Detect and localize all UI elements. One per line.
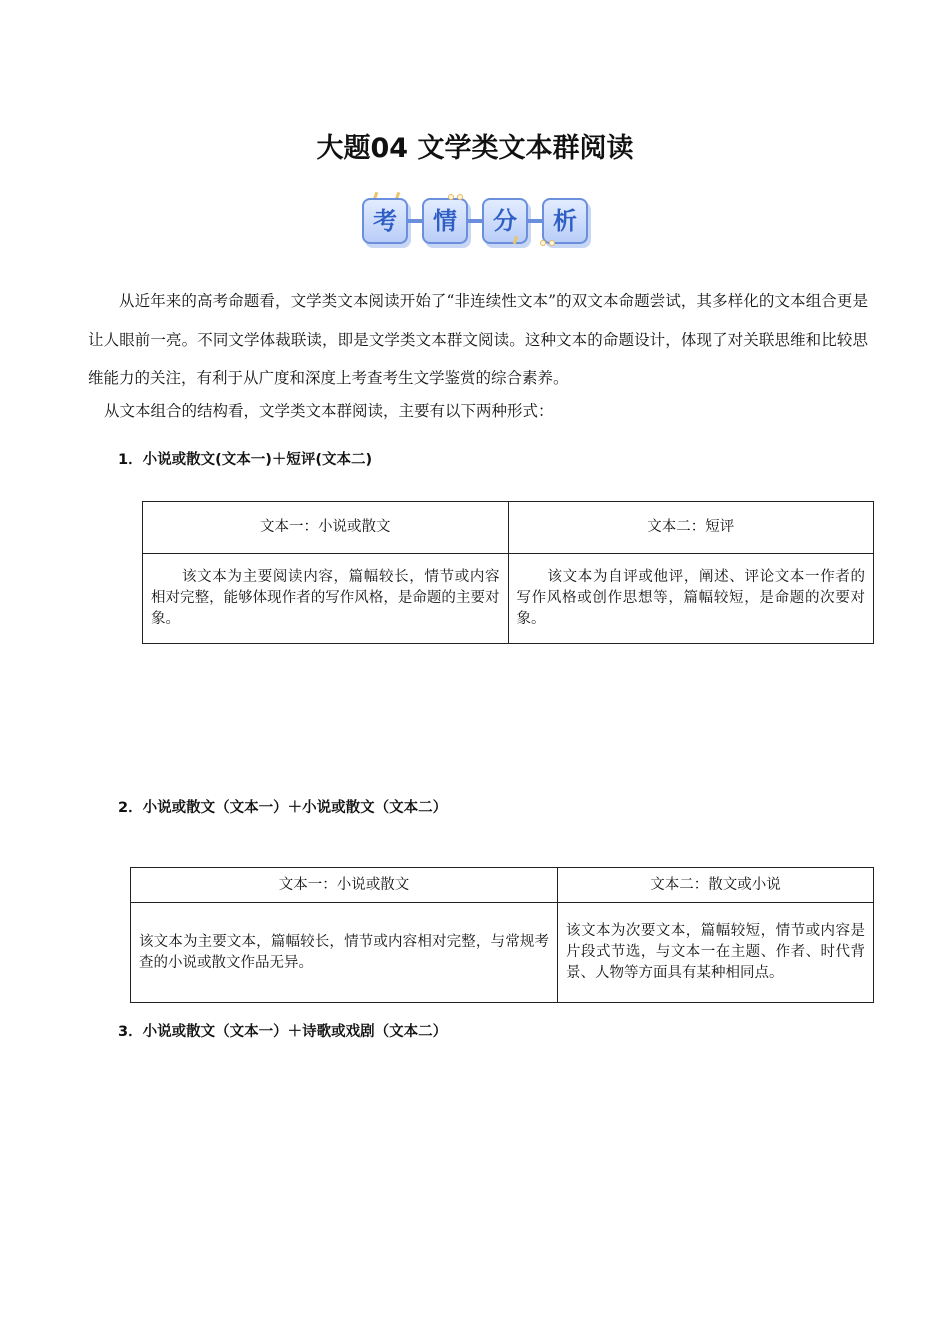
table-cell: 该文本为主要文本，篇幅较长，情节或内容相对完整，与常规考查的小说或散文作品无异。 [131, 903, 558, 1003]
decorative-dot [448, 194, 454, 200]
badge-fen: 分 [482, 198, 528, 244]
section-1-heading: 1．小说或散文(文本一)＋短评(文本二) [118, 452, 373, 468]
badge-xi: 析 [542, 198, 588, 244]
badge-kao: 考 [362, 198, 408, 244]
badge-link [408, 219, 422, 223]
badge-link [468, 219, 482, 223]
table-cell: 该文本为自评或他评，阐述、评论文本一作者的写作风格或创作思想等，篇幅较短，是命题的次要对象。 [508, 554, 874, 644]
table-header-cell: 文本二：散文或小说 [558, 868, 874, 903]
table-header-cell: 文本二：短评 [508, 502, 874, 554]
section-2-table [130, 867, 874, 1003]
table-header-row [131, 868, 874, 903]
table-header-row [143, 502, 874, 554]
structure-sentence: 从文本组合的结构看，文学类文本群阅读，主要有以下两种形式： [104, 402, 554, 420]
section-1-table [142, 501, 874, 644]
table-cell: 该文本为主要阅读内容，篇幅较长，情节或内容相对完整，能够体现作者的写作风格，是命题的主要对象。 [143, 554, 509, 644]
decorative-dot [540, 240, 546, 246]
section-3-heading: 3．小说或散文（文本一）＋诗歌或戏剧（文本二） [118, 1024, 448, 1040]
decorative-dot [457, 194, 463, 200]
badge-qing: 情 [422, 198, 468, 244]
section-2-heading: 2．小说或散文（文本一）＋小说或散文（文本二） [118, 800, 448, 816]
table-cell: 该文本为次要文本，篇幅较短，情节或内容是片段式节选，与文本一在主题、作者、时代背景、人物等方面具有某种相同点。 [558, 903, 874, 1003]
exam-analysis-badges [362, 196, 588, 250]
table-header-cell: 文本一：小说或散文 [143, 502, 509, 554]
table-row [143, 554, 874, 644]
badge-link [528, 219, 542, 223]
table-header-cell: 文本一：小说或散文 [131, 868, 558, 903]
intro-paragraph: 从近年来的高考命题看，文学类文本阅读开始了“非连续性文本”的双文本命题尝试，其多样化的文本组合更是让人眼前一亮。不同文学体裁联读，即是文学类文本群文阅读。这种文本的命题设计，体现了对关联思维和比较思维能力的关注，有利于从广度和深度上考查考生文学鉴赏的综合素养。 [88, 292, 868, 387]
decorative-dot [549, 240, 555, 246]
table-row [131, 903, 874, 1003]
page-title: 大题04 文学类文本群阅读 [316, 133, 634, 164]
